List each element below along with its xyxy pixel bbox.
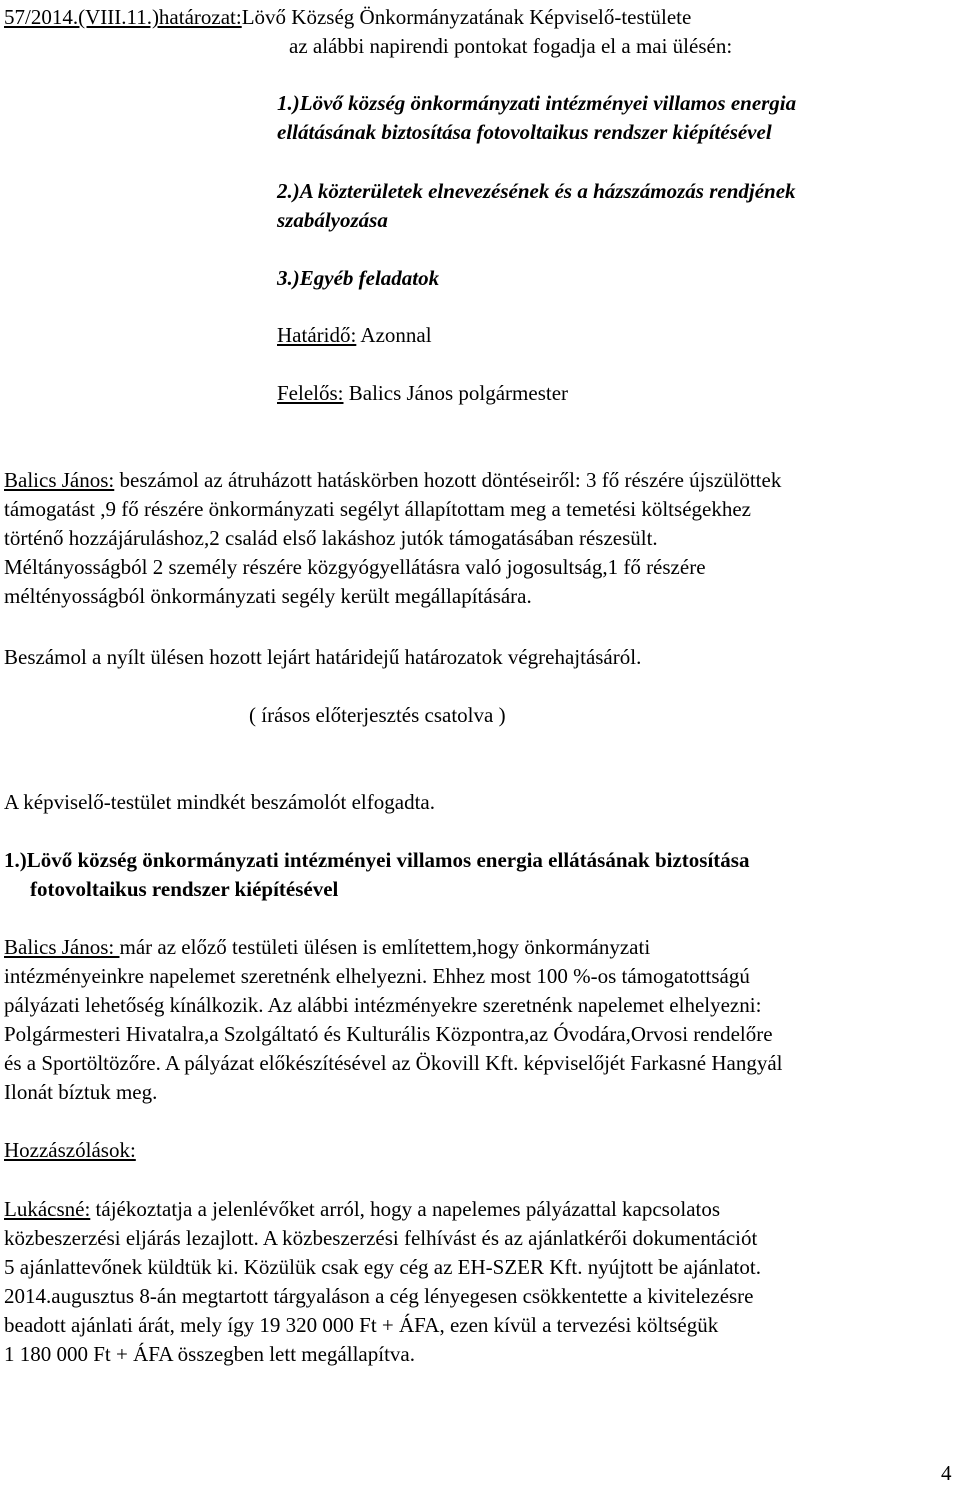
section-1-body: [4, 933, 956, 1107]
agenda-item-3: 3.)Egyéb feladatok: [277, 266, 440, 290]
deadline: [277, 321, 432, 350]
section-1-line-5: és a Sportöltözőre. A pályázat előkészítésével az Ökovill Kft. képviselőjét Farkasné Hangyál: [4, 1051, 783, 1075]
lukacsne-line-4: 2014.augusztus 8-án megtartott tárgyaláson a cég lényegesen csökkentette a kivitelezésre: [4, 1284, 754, 1308]
speaker-name: Balics János:: [4, 935, 120, 959]
responsible-value: Balics János polgármester: [343, 381, 569, 405]
report-line-1: Balics János: beszámol az átruházott hatáskörben hozott döntéseiről: 3 fő részére újszülöttek: [4, 468, 782, 492]
lukacsne-line-5: beadott ajánlati árát, mely így 19 320 000 Ft + ÁFA, ezen kívül a tervezési költségük: [4, 1313, 719, 1337]
agenda-item-1-line1: 1.)Lövő község önkormányzati intézményei villamos energia: [277, 91, 797, 115]
section-1-line-2: intézményeinkre napelemet szeretnénk elhelyezni. Ehhez most 100 %-os támogatottságú: [4, 964, 750, 988]
section-1-title-line2: fotovoltaikus rendszer kiépítésével: [30, 877, 339, 901]
deadline-value: Azonnal: [356, 323, 432, 347]
page-number: 4: [941, 1461, 952, 1485]
section-1-line-4: Polgármesteri Hivatalra,a Szolgáltató és Kulturális Központra,az Óvodára,Orvosi rendelőre: [4, 1022, 773, 1046]
section-1-title-line1: 1.)Lövő község önkormányzati intézményei villamos energia ellátásának biztosítása: [4, 848, 750, 872]
mayor-report: [4, 466, 956, 611]
comments-heading: Hozzászólások:: [4, 1138, 136, 1162]
agenda-item-2-line2: szabályozása: [277, 208, 388, 232]
section-1-line-1: Balics János: már az előző testületi ülésen is említettem,hogy önkormányzati: [4, 935, 651, 959]
report-line-3: történő hozzájáruláshoz,2 család első lakáshoz jutók támogatásában részesült.: [4, 526, 658, 550]
speaker-name: Balics János:: [4, 468, 115, 492]
responsible-label: Felelős:: [277, 381, 344, 405]
report-line-5: méltényosságból önkormányzati segély került megállapítására.: [4, 584, 532, 608]
lukacsne-line-6: 1 180 000 Ft + ÁFA összegben lett megállapítva.: [4, 1342, 415, 1366]
agenda-item-1-line2: ellátásának biztosítása fotovoltaikus rendszer kiépítésével: [277, 120, 772, 144]
lukacsne-line-3: 5 ajánlattevőnek küldtük ki. Közülük csak egy cég az EH-SZER Kft. nyújtott be ajánlatot.: [4, 1255, 761, 1279]
report-line-4: Méltányosságból 2 személy részére közgyógyellátásra való jogosultság,1 fő részére: [4, 555, 706, 579]
responsible: [277, 379, 568, 408]
accepted-text: A képviselő-testület mindkét beszámolót elfogadta.: [4, 790, 435, 814]
resolution-heading: [4, 3, 691, 32]
attachment-note: ( írásos előterjesztés csatolva ): [249, 703, 506, 727]
lukacsne-comment: [4, 1195, 956, 1369]
speaker-name: Lukácsné:: [4, 1197, 91, 1221]
report-line-2: támogatást ,9 fő részére önkormányzati segélyt állapítottam meg a temetési költségekhez: [4, 497, 751, 521]
lukacsne-line-2: közbeszerzési eljárás lezajlott. A közbeszerzési felhívást és az ajánlatkérői dokumentációt: [4, 1226, 758, 1250]
resolution-subline: az alábbi napirendi pontokat fogadja el a mai ülésén:: [289, 34, 733, 58]
deadline-label: Határidő:: [277, 323, 357, 347]
section-1-line-6: Ilonát bíztuk meg.: [4, 1080, 158, 1104]
resolution-body: Lövő Község Önkormányzatának Képviselő-testülete: [241, 5, 692, 29]
agenda-item-2-line1: 2.)A közterületek elnevezésének és a házszámozás rendjének: [277, 179, 796, 203]
section-1-line-3: pályázati lehetőség kínálkozik. Az alábbi intézményekre szeretnénk napelemet elhelyezni:: [4, 993, 762, 1017]
resolution-number: 57/2014.(VIII.11.)határozat:: [4, 5, 242, 29]
report-execution-text: Beszámol a nyílt ülésen hozott lejárt határidejű határozatok végrehajtásáról.: [4, 645, 642, 669]
lukacsne-line-1: Lukácsné: tájékoztatja a jelenlévőket arról, hogy a napelemes pályázattal kapcsolatos: [4, 1197, 721, 1221]
